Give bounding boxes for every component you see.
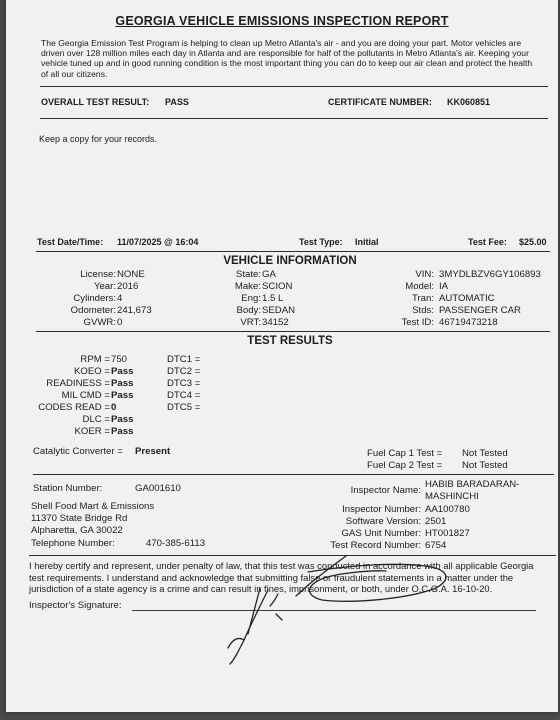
test-date-label: Test Date/Time: [37,237,104,247]
certificate-number-label: CERTIFICATE NUMBER: [328,97,432,107]
test-fee-value: $25.00 [519,237,547,247]
test-id-value: 46719473218 [439,317,498,328]
test-date-value: 11/07/2025 @ 16:04 [117,237,199,247]
state-value: GA [262,269,276,280]
transmission-value: AUTOMATIC [439,293,495,304]
engine-value: 1.5 L [262,293,284,304]
signature-label: Inspector's Signature: [29,600,122,611]
codes-read-label: CODES READ = [38,402,110,413]
year-label: Year: [93,281,116,292]
inspector-name-label: Inspector Name: [350,485,421,496]
inspector-name-line1: HABIB BARADARAN- [425,479,520,490]
certificate-number-value: KK060851 [447,97,491,107]
report-title: GEORGIA VEHICLE EMISSIONS INSPECTION REPORT [115,14,449,28]
gvwr-label: GVWR: [83,317,116,328]
fuel-cap-2-value: Not Tested [462,460,508,471]
year-value: 2016 [117,281,139,292]
test-record-label: Test Record Number: [330,540,421,551]
vrt-value: 34152 [262,317,289,328]
rpm-label: RPM = [80,354,110,365]
make-label: Make: [234,281,261,292]
overall-result-value: PASS [165,97,189,107]
station-number-label: Station Number: [33,483,103,494]
test-fee-label: Test Fee: [468,237,507,247]
gas-unit-value: HT001827 [425,528,470,539]
telephone-value: 470-385-6113 [146,538,206,549]
body-label: Body: [236,305,261,316]
vin-label: VIN: [415,269,434,280]
state-label: State: [235,269,261,280]
koeo-label: KOEO = [74,366,110,377]
dtc2-label: DTC2 = [167,366,201,377]
cylinders-value: 4 [117,293,123,304]
report-page [6,0,558,712]
rpm-value: 750 [111,354,128,365]
fuel-cap-2-label: Fuel Cap 2 Test = [367,460,443,471]
odometer-value: 241,673 [117,305,152,316]
standards-value: PASSENGER CAR [439,305,521,316]
vin-value: 3MYDLBZV6GY106893 [439,269,541,280]
keep-copy-note: Keep a copy for your records. [39,134,158,144]
engine-label: Eng: [241,293,261,304]
make-value: SCION [262,281,293,292]
odometer-label: Odometer: [70,305,116,316]
station-street: 11370 State Bridge Rd [31,513,128,524]
certification-text: I hereby certify and represent, under penalty of law, that this test was conducted in accordance with all applicable Georgia test requirements. I understand and acknowledge that submitting false or fraudulent statements in a matter under the jurisdiction of a state agency is a crime and can result in fines, imprisonment, or both, under O.C.G.A. 16-10-20. [29,560,534,594]
software-version-label: Software Version: [345,516,421,527]
vehicle-info-heading: VEHICLE INFORMATION [223,255,357,267]
mil-cmd-label: MIL CMD = [61,390,110,401]
vrt-label: VRT: [240,317,261,328]
standards-label: Stds: [412,305,434,316]
dtc1-label: DTC1 = [167,354,201,365]
test-id-label: Test ID: [401,317,434,328]
intro-paragraph: The Georgia Emission Test Program is helping to clean up Metro Atlanta's air - and you are doing your part. Motor vehicles are driven over 128 million miles each day in Atlanta and are responsible for half of the pollutants in Metro Atlanta's air. Keeping your vehicle tuned up and in good running condition is the most important thing you can do to keep our air clean and protect the health of all our citizens. [41,38,533,79]
koeo-value: Pass [111,366,134,377]
readiness-label: READINESS = [46,378,110,389]
catalytic-converter-label: Catalytic Converter = [33,446,123,457]
dtc3-label: DTC3 = [167,378,201,389]
test-record-value: 6754 [425,540,447,551]
gas-unit-label: GAS Unit Number: [341,528,421,539]
license-value: NONE [117,269,145,280]
inspector-name-line2: MASHINCHI [425,491,479,502]
model-label: Model: [405,281,434,292]
koer-value: Pass [111,426,134,437]
dlc-value: Pass [111,414,134,425]
body-value: SEDAN [262,305,296,316]
telephone-label: Telephone Number: [31,538,115,549]
fuel-cap-1-value: Not Tested [462,448,508,459]
station-number-value: GA001610 [135,483,181,494]
dtc5-label: DTC5 = [167,402,201,413]
catalytic-converter-value: Present [135,446,171,457]
mil-cmd-value: Pass [111,390,134,401]
station-city: Alpharetta, GA 30022 [31,525,123,536]
model-value: IA [439,281,449,292]
inspector-number-label: Inspector Number: [342,504,421,515]
handwritten-signature [6,0,558,712]
license-label: License: [80,269,116,280]
gvwr-value: 0 [117,317,123,328]
dtc4-label: DTC4 = [167,390,201,401]
readiness-value: Pass [111,378,134,389]
dlc-label: DLC = [82,414,110,425]
station-name: Shell Food Mart & Emissions [31,501,155,512]
test-results-heading: TEST RESULTS [247,335,333,347]
cylinders-label: Cylinders: [73,293,116,304]
test-type-value: Initial [355,237,379,247]
koer-label: KOER = [74,426,110,437]
codes-read-value: 0 [111,402,117,413]
fuel-cap-1-label: Fuel Cap 1 Test = [367,448,443,459]
transmission-label: Tran: [411,293,434,304]
overall-result-label: OVERALL TEST RESULT: [41,97,150,107]
software-version-value: 2501 [425,516,447,527]
test-type-label: Test Type: [299,237,343,247]
inspector-number-value: AA100780 [425,504,470,515]
